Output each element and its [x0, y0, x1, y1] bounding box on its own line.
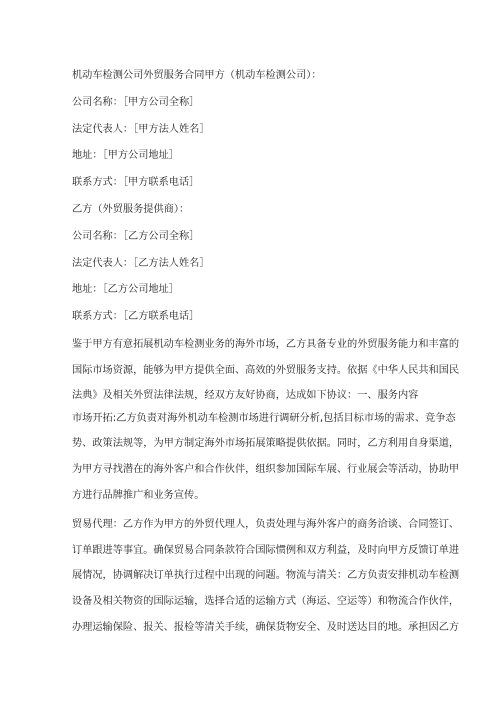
party-a-company-name: 公司名称：［甲方公司全称］ [72, 96, 200, 108]
market-line: 势、政策法规等，为甲方制定海外市场拓展策略提供依据。同时，乙方利用自身渠道， [72, 438, 460, 450]
market-line: 方进行品牌推广和业务宣传。 [72, 489, 205, 501]
party-a-address: 地址：［甲方公司地址］ [72, 150, 179, 162]
intro-line: 国际市场资源，能够为甲方提供全面、高效的外贸服务支持。依据《中华人民共和国民 [72, 364, 460, 376]
party-a-legal-rep: 法定代表人：［甲方法人姓名］ [72, 123, 210, 135]
party-b-contact: 联系方式：［乙方联系电话］ [72, 311, 200, 323]
intro-line: 法典》及相关外贸法律法规，经双方友好协商，达成如下协议：一、服务内容 [72, 390, 419, 402]
trade-line: 展情况，协调解决订单执行过程中出现的问题。物流与清关：乙方负责安排机动车检测 [72, 570, 460, 582]
party-b-legal-rep: 法定代表人：［乙方法人姓名］ [72, 257, 210, 269]
trade-paragraph [72, 512, 460, 640]
party-a-contact: 联系方式：［甲方联系电话］ [72, 177, 200, 189]
party-b-company-name: 公司名称：［乙方公司全称］ [72, 230, 200, 242]
market-line: 市场开拓:乙方负责对海外机动车检测市场进行调研分析,包括目标市场的需求、竞争态 [72, 412, 456, 424]
document-title: 机动车检测公司外贸服务合同甲方（机动车检测公司）： [72, 70, 322, 81]
intro-paragraph [72, 332, 460, 409]
trade-line: 订单跟进等事宜。确保贸易合同条款符合国际惯例和双方利益，及时向甲方反馈订单进 [72, 544, 460, 556]
trade-line: 办理运输保险、报关、报检等清关手续，确保货物安全、及时送达目的地。承担因乙方 [72, 621, 460, 633]
market-paragraph [72, 406, 460, 508]
trade-line: 设备及相关物资的国际运输，选择合适的运输方式（海运、空运等）和物流合作伙伴， [72, 595, 460, 607]
trade-line: 贸易代理：乙方作为甲方的外贸代理人，负责处理与海外客户的商务洽谈、合同签订、 [72, 519, 460, 531]
party-b-heading: 乙方（外贸服务提供商）： [72, 203, 190, 215]
party-b-address: 地址：［乙方公司地址］ [72, 284, 179, 296]
intro-line: 鉴于甲方有意拓展机动车检测业务的海外市场，乙方具备专业的外贸服务能力和丰富的 [72, 338, 460, 350]
market-line: 为甲方寻找潜在的海外客户和合作伙伴，组织参加国际车展、行业展会等活动，协助甲 [72, 463, 460, 475]
